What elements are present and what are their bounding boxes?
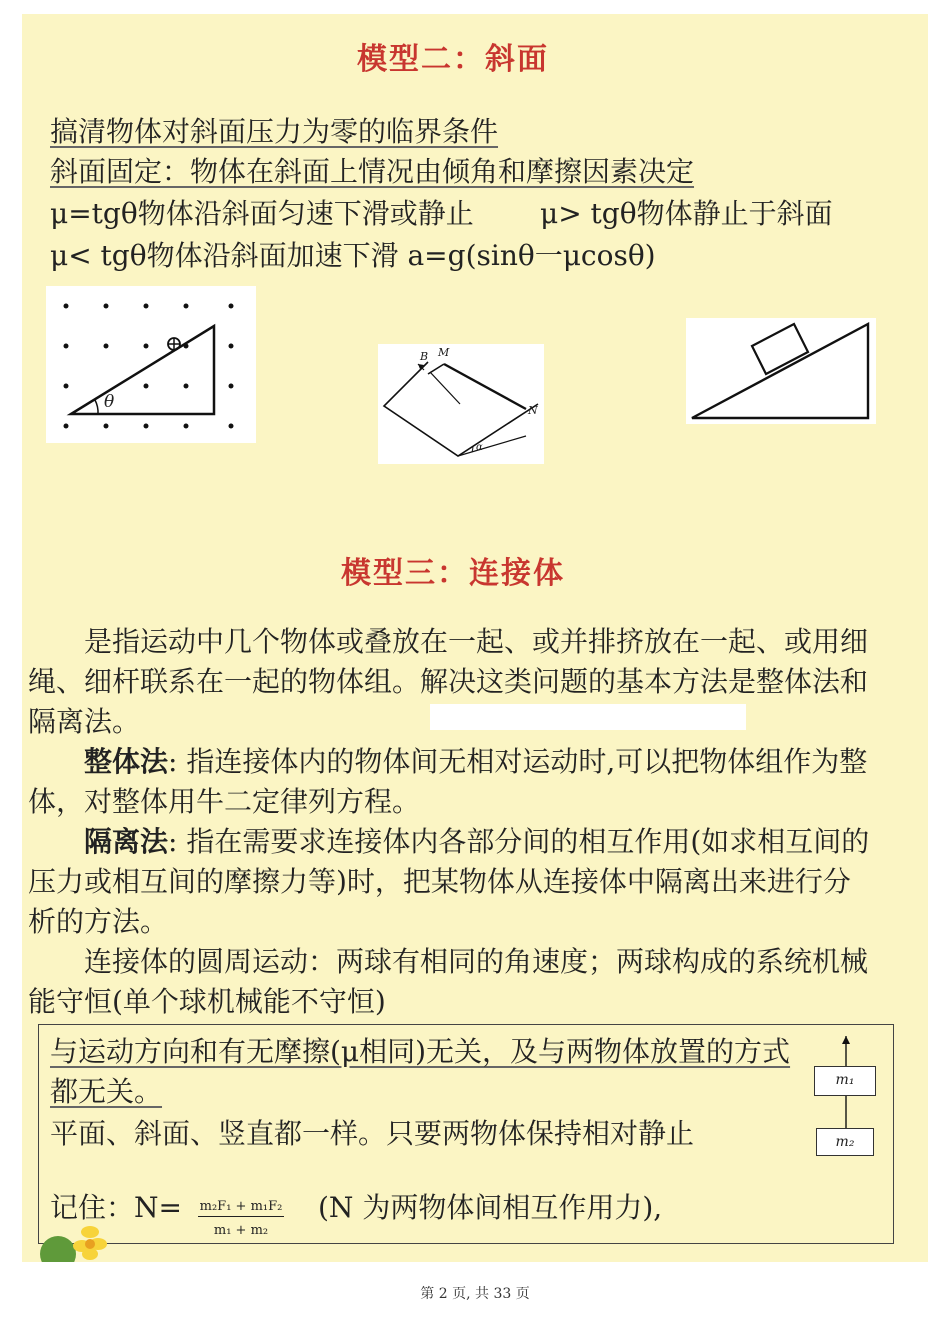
model2-line3b: μ> tgθ物体静止于斜面: [540, 197, 833, 230]
mass-m1-box: m₁: [814, 1066, 876, 1096]
incline-figure-block: [686, 318, 876, 424]
model2-title: 模型二：斜面: [357, 42, 549, 77]
incline-figure-rails: [378, 344, 544, 464]
fraction-numerator: m₂F₁ + m₁F₂: [198, 1198, 284, 1217]
whole-method: [28, 742, 873, 822]
isolation-method-label: 隔离法: [84, 825, 169, 858]
remember-suffix: (N 为两物体间相互作用力),: [318, 1191, 663, 1224]
model2-line2: 斜面固定：物体在斜面上情况由倾角和摩擦因素决定: [50, 155, 695, 188]
label-alpha: α: [476, 442, 483, 453]
incline-figure-magnetic: [46, 286, 256, 443]
label-m: M: [438, 346, 450, 359]
whole-method-text: : 指连接体内的物体间无相对运动时,可以把物体组作为整体，对整体用牛二定律列方程。: [28, 745, 868, 818]
page-footer: 第 2 页, 共 33 页: [420, 1286, 530, 1302]
intro-text: 是指运动中几个物体或叠放在一起、或并排挤放在一起、或用细绳、细杆联系在一起的物体组。解决这类问题的基本方法是整体法和隔离法。: [28, 625, 869, 738]
model2-line3a: μ=tgθ物体沿斜面匀速下滑或静止: [50, 197, 474, 230]
box-line2: 都无关。: [50, 1075, 163, 1108]
model3-title: 模型三：连接体: [341, 556, 565, 591]
angle-theta-label: θ: [104, 392, 115, 412]
remember-prefix: 记住：N=: [50, 1191, 182, 1224]
circular-motion-text: 连接体的圆周运动：两球有相同的角速度；两球构成的系统机械能守恒(单个球机械能不守恒): [28, 945, 869, 1018]
label-n: N: [528, 404, 538, 417]
box-line1: 与运动方向和有无摩擦(μ相同)无关，及与两物体放置的方式: [50, 1035, 791, 1068]
white-strip: [430, 704, 746, 730]
model2-line1: 搞清物体对斜面压力为零的临界条件: [50, 115, 499, 148]
model2-line4: μ< tgθ物体沿斜面加速下滑 a=g(sinθ一μcosθ): [50, 239, 656, 272]
label-b: B: [420, 350, 429, 363]
mass-m2-box: m₂: [816, 1128, 874, 1156]
flower-decoration-icon: [38, 1214, 118, 1262]
isolation-method: [28, 822, 873, 942]
box-line3: 平面、斜面、竖直都一样。只要两物体保持相对静止: [50, 1117, 695, 1150]
model3-intro: [28, 622, 873, 1022]
isolation-method-text: : 指在需要求连接体内各部分间的相互作用(如求相互间的压力或相互间的摩擦力等)时，把某物体从连接体中隔离出来进行分析的方法。: [28, 825, 870, 938]
whole-method-label: 整体法: [84, 745, 169, 778]
fraction-denominator: m₁ + m₂: [213, 1223, 269, 1238]
